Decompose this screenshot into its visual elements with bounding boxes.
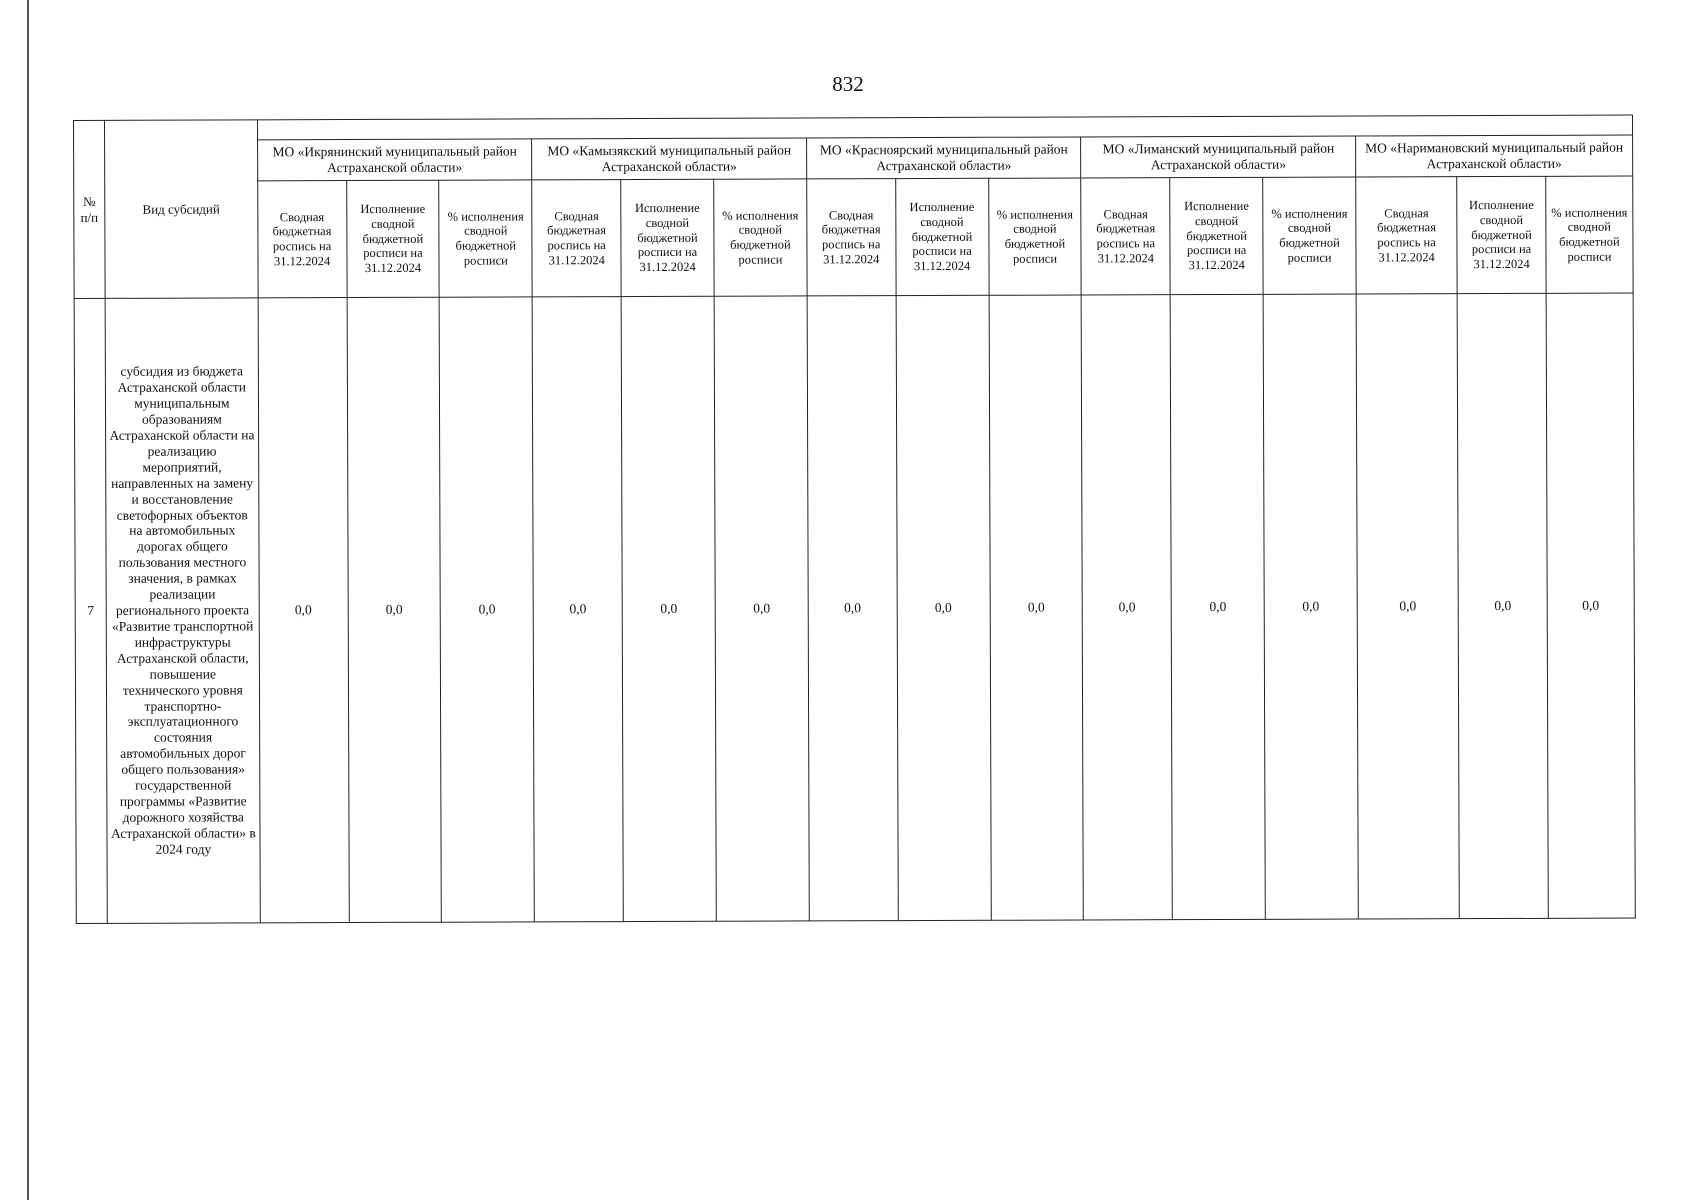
- column-header: Исполнение сводной бюджетной росписи на 31.12.2024: [1170, 177, 1263, 294]
- column-header-row: [74, 176, 1633, 298]
- column-header: Исполнение сводной бюджетной росписи на 31.12.2024: [1457, 176, 1546, 293]
- column-header: Сводная бюджетная роспись на 31.12.2024: [807, 179, 896, 296]
- value-cell: 0,0: [1263, 294, 1358, 919]
- municipality-header: МО «Лиманский муниципальный район Астраханской области»: [1081, 136, 1356, 178]
- table-row: [74, 293, 1635, 923]
- value-cell: 0,0: [1546, 293, 1635, 918]
- municipality-header: МО «Красноярский муниципальный район Астраханской области»: [806, 137, 1081, 179]
- value-cell: 0,0: [896, 295, 991, 920]
- value-cell: 0,0: [258, 298, 349, 923]
- subsidy-table: [73, 115, 1636, 924]
- column-header: % исполнения сводной бюджетной росписи: [1263, 177, 1356, 294]
- subsidy-description: субсидия из бюджета Астраханской области муниципальным образованиям Астраханской области на реализацию мероприятий, направленных на замену и восстановление светофорных объектов на автомобильных дорогах общего пользования местного значения, в рамках реализации регионального проекта «Развитие транспортной инфраструктуры Астраханской области, повышение технического уровня транспортно-эксплуатационного состояния автомобильных дорог общего пользования» государственной программы «Развитие дорожного хозяйства Астраханской области» в 2024 году: [105, 298, 260, 924]
- scan-edge-line: [27, 0, 29, 1200]
- municipality-header: МО «Икрянинский муниципальный район Астраханской области»: [257, 139, 532, 181]
- column-header: Исполнение сводной бюджетной росписи на 31.12.2024: [621, 179, 714, 296]
- column-header: Исполнение сводной бюджетной росписи на 31.12.2024: [346, 180, 439, 297]
- value-cell: 0,0: [1457, 293, 1548, 918]
- column-header: % исполнения сводной бюджетной росписи: [439, 180, 532, 297]
- value-cell: 0,0: [1082, 295, 1173, 920]
- value-cell: 0,0: [1170, 294, 1265, 919]
- page-number: 832: [832, 72, 864, 96]
- value-cell: 0,0: [714, 296, 809, 921]
- column-header: Сводная бюджетная роспись на 31.12.2024: [532, 180, 621, 297]
- header-num: № п/п: [74, 120, 106, 298]
- value-cell: 0,0: [440, 297, 535, 922]
- municipality-header: МО «Наримановский муниципальный район Астраханской области»: [1356, 135, 1633, 177]
- value-cell: 0,0: [989, 295, 1084, 920]
- column-header: Сводная бюджетная роспись на 31.12.2024: [257, 181, 346, 298]
- column-header: % исполнения сводной бюджетной росписи: [1546, 176, 1633, 293]
- municipality-header: МО «Камызякский муниципальный район Астраханской области»: [532, 138, 807, 180]
- value-cell: 0,0: [1356, 294, 1459, 919]
- column-header: Сводная бюджетная роспись на 31.12.2024: [1081, 178, 1170, 295]
- value-cell: 0,0: [347, 297, 442, 922]
- column-header: Исполнение сводной бюджетной росписи на 31.12.2024: [895, 178, 988, 295]
- column-header: Сводная бюджетная роспись на 31.12.2024: [1356, 177, 1458, 294]
- header-subsidy-type: Вид субсидий: [104, 120, 257, 299]
- value-cell: 0,0: [621, 296, 716, 921]
- column-header: % исполнения сводной бюджетной росписи: [714, 179, 807, 296]
- column-header: % исполнения сводной бюджетной росписи: [988, 178, 1081, 295]
- value-cell: 0,0: [807, 296, 898, 921]
- municipality-header-row: [74, 135, 1633, 181]
- row-number: 7: [74, 298, 107, 923]
- value-cell: 0,0: [532, 297, 623, 922]
